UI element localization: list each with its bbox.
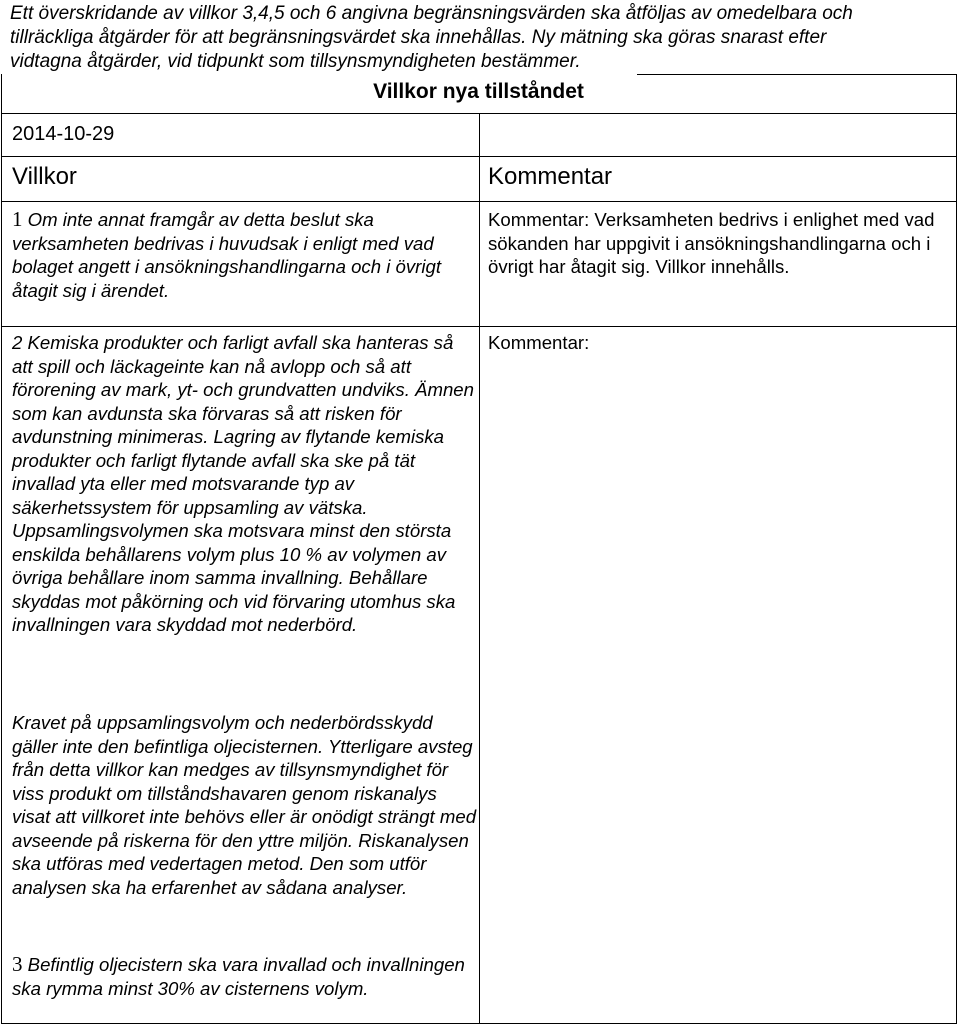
condition-2-comment: Kommentar: [488,332,590,353]
table-column-divider [479,113,480,1023]
table-date: 2014-10-29 [12,123,115,145]
condition-2 [12,331,477,637]
condition-1-text: Om inte annat framgår av detta beslut ska verksamheten bedrivas i huvudsak i enligt med vad bolaget angett i ansökningshandlingarna och i övrigt åtagit sig i ärendet. [12,209,441,301]
condition-1-comment: Kommentar: Verksamheten bedrivs i enlighet med vad sökanden har uppgivit i ansökningshandlingarna och i övrigt har åtagit sig. Villkor innehålls. [488,209,935,277]
condition-2-text: Kemiska produkter och farligt avfall ska hanteras så att spill och läckageinte kan nå avlopp och så att förorening av mark, yt- och grundvatten undviks. Ämnen som kan avdunsta ska förvaras så att risken för avdunstning minimeras. Lagring av flytande kemiska produkter och farligt flytande avfall ska ske på tät invallad yta eller med motsvarande typ av säkerhetssystem för uppsamling av vätska. Uppsamlingsvolymen ska motsvara minst den största enskilda behållarens volym plus 10 % av volymen av övriga behållare inom samma invallning. Behållare skyddas mot påkörning och vid förvaring utomhus ska invallningen vara skyddad mot nederbörd. [12,332,474,635]
column-header-kommentar: Kommentar [488,163,613,190]
condition-3 [12,953,477,1000]
intro-line-3: vidtagna åtgärder, vid tidpunkt som tillsynsmyndigheten bestämmer. [10,51,581,72]
intro-paragraph [10,2,955,74]
condition-2-exception: Kravet på uppsamlingsvolym och nederbördsskydd gäller inte den befintliga oljecisternen. Ytterligare avsteg från detta villkor kan medges av tillsynsmyndighet för viss produkt om tillståndshavaren genom riskanalys visat att villkoret inte behövs eller är onödigt strängt med avseende på riskerna för den yttre miljön. Riskanalysen ska utföras med vedertagen metod. Den som utför analysen ska ha erfarenhet av sådana analyser. [12,712,477,898]
table-border-left [1,74,2,1024]
table-border-bottom [1,1023,957,1024]
intro-line-2: tillräckliga åtgärder för att begränsningsvärdet ska innehållas. Ny mätning ska göras snarast efter [10,27,827,48]
condition-3-number: 3 [12,952,23,976]
condition-2-number: 2 [12,332,23,353]
condition-3-text: Befintlig oljecistern ska vara invallad och invallningen ska rymma minst 30% av cisternens volym. [12,954,465,999]
column-header-villkor: Villkor [12,163,77,190]
condition-1-number: 1 [12,207,23,231]
intro-line-1: Ett överskridande av villkor 3,4,5 och 6 angivna begränsningsvärden ska åtföljas av omedelbara och [10,3,853,24]
condition-1 [12,208,477,302]
table-border-right [956,74,957,1024]
table-border-top [637,74,957,75]
table-title: Villkor nya tillståndet [373,80,584,103]
